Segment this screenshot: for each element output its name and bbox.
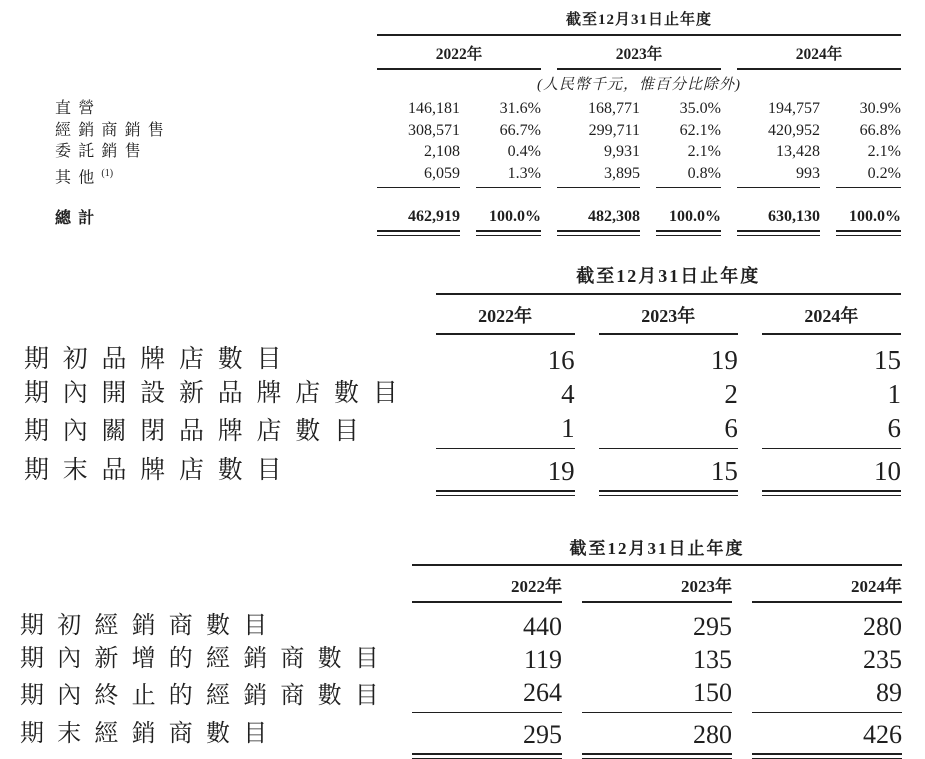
total-row (16, 206, 901, 236)
table-row (16, 163, 901, 189)
value-cell: 19 (710, 344, 738, 375)
total-label: 期末經銷商數目 (20, 720, 281, 747)
table-row (16, 120, 901, 142)
value-cell: 6 (762, 411, 901, 449)
period-header-row (24, 262, 901, 295)
double-rule (412, 755, 562, 759)
year-header-2023: 2023年 (599, 295, 738, 335)
value-cell: 89 (752, 676, 902, 713)
value-cell: 2,108 (424, 143, 460, 160)
value-cell: 15 (874, 344, 901, 375)
double-rule (476, 232, 541, 236)
value-cell: 13,428 (776, 143, 820, 160)
double-rule (752, 755, 902, 759)
percent-cell: 66.8% (859, 121, 901, 139)
percent-cell: 1.3% (476, 163, 541, 189)
year-header-2024: 2024年 (762, 295, 901, 335)
row-label: 委託銷售 (55, 143, 148, 160)
value-cell: 1 (887, 378, 901, 409)
row-label: 直營 (55, 100, 102, 117)
spacer-row (16, 188, 901, 206)
total-value-cell: 295 (412, 713, 562, 759)
total-row (24, 449, 901, 496)
percent-cell: 0.4% (507, 143, 541, 160)
table-row (24, 335, 901, 377)
table-row (16, 98, 901, 120)
unit-note-row (16, 70, 901, 98)
row-label: 其他$^{(1)}$ (55, 167, 114, 186)
total-row (20, 713, 902, 759)
percent-cell: 0.8% (656, 163, 721, 189)
value-cell: 235 (863, 644, 902, 674)
total-value-cell: 630,130 (737, 206, 820, 236)
total-percent-cell: 100.0% (476, 206, 541, 236)
period-header: 截至12月31日止年度 (377, 8, 901, 36)
value-cell: 2 (724, 378, 738, 409)
percent-cell: 2.1% (687, 143, 721, 160)
value-cell: 119 (523, 644, 562, 674)
value-cell: 146,181 (408, 100, 460, 117)
double-rule (737, 232, 820, 236)
row-label: 期內開設新品牌店數目 (24, 379, 412, 407)
total-value-cell: 426 (752, 713, 902, 759)
percent-cell: 31.6% (499, 100, 541, 117)
table-row (16, 141, 901, 163)
year-header-row (20, 566, 902, 603)
table-row (20, 603, 902, 643)
total-value-cell: 15 (599, 449, 738, 496)
row-label: 期內終止的經銷商數目 (20, 682, 392, 709)
total-value-cell: 19 (436, 449, 575, 496)
distributor-count-table (0, 534, 922, 759)
year-header-2022: 2022年 (412, 566, 562, 603)
year-header-row (16, 36, 901, 70)
period-header-row (16, 8, 901, 36)
unit-note: (人民幣千元，惟百分比除外) (537, 77, 741, 93)
table-row (24, 377, 901, 411)
value-cell: 150 (582, 676, 732, 713)
period-header: 截至12月31日止年度 (412, 534, 902, 566)
value-cell: 264 (412, 676, 562, 713)
total-percent-cell: 100.0% (836, 206, 901, 236)
row-label: 期初經銷商數目 (20, 612, 281, 639)
table-row (20, 676, 902, 713)
revenue-by-channel-table (0, 8, 917, 236)
year-header-row (24, 295, 901, 335)
row-label: 期初品牌店數目 (24, 345, 296, 373)
year-header-2022: 2022年 (436, 295, 575, 335)
year-header-2023: 2023年 (582, 566, 732, 603)
value-cell: 280 (863, 611, 902, 641)
percent-cell: 35.0% (679, 100, 721, 117)
period-header-row (20, 534, 902, 566)
total-label: 總計 (55, 210, 102, 228)
value-cell: 440 (523, 611, 562, 641)
row-label: 期內新增的經銷商數目 (20, 645, 392, 672)
double-rule (582, 755, 732, 759)
total-value-cell: 280 (582, 713, 732, 759)
year-header-2024: 2024年 (752, 566, 902, 603)
double-rule (656, 232, 721, 236)
table-row (20, 643, 902, 676)
total-percent-cell: 100.0% (656, 206, 721, 236)
value-cell: 168,771 (588, 100, 640, 117)
value-cell: 6 (599, 411, 738, 449)
double-rule (377, 232, 460, 236)
year-header-2024: 2024年 (737, 36, 901, 70)
period-header: 截至12月31日止年度 (436, 262, 901, 295)
value-cell: 6,059 (377, 163, 460, 189)
percent-cell: 66.7% (499, 121, 541, 139)
double-rule (836, 232, 901, 236)
total-value-cell: 462,919 (377, 206, 460, 236)
double-rule (436, 492, 575, 496)
percent-cell: 62.1% (679, 121, 721, 139)
double-rule (762, 492, 901, 496)
percent-cell: 30.9% (859, 100, 901, 117)
total-value-cell: 10 (762, 449, 901, 496)
value-cell: 420,952 (768, 121, 820, 139)
percent-cell: 0.2% (836, 163, 901, 189)
table-row (24, 411, 901, 449)
double-rule (557, 232, 640, 236)
total-value-cell: 482,308 (557, 206, 640, 236)
value-cell: 9,931 (604, 143, 640, 160)
year-header-2023: 2023年 (557, 36, 721, 70)
year-header-2022: 2022年 (377, 36, 541, 70)
value-cell: 135 (693, 644, 732, 674)
value-cell: 308,571 (408, 121, 460, 139)
total-label: 期末品牌店數目 (24, 456, 296, 484)
value-cell: 4 (561, 378, 575, 409)
value-cell: 16 (547, 344, 575, 375)
value-cell: 3,895 (557, 163, 640, 189)
brand-store-count-table (0, 262, 925, 496)
value-cell: 993 (737, 163, 820, 189)
footnote-marker: (1) (101, 167, 114, 179)
value-cell: 194,757 (768, 100, 820, 117)
percent-cell: 2.1% (867, 143, 901, 160)
value-cell: 295 (693, 611, 732, 641)
row-label: 期內關閉品牌店數目 (24, 417, 373, 445)
value-cell: 299,711 (588, 121, 640, 139)
double-rule (599, 492, 738, 496)
value-cell: 1 (436, 411, 575, 449)
row-label: 經銷商銷售 (55, 121, 172, 139)
